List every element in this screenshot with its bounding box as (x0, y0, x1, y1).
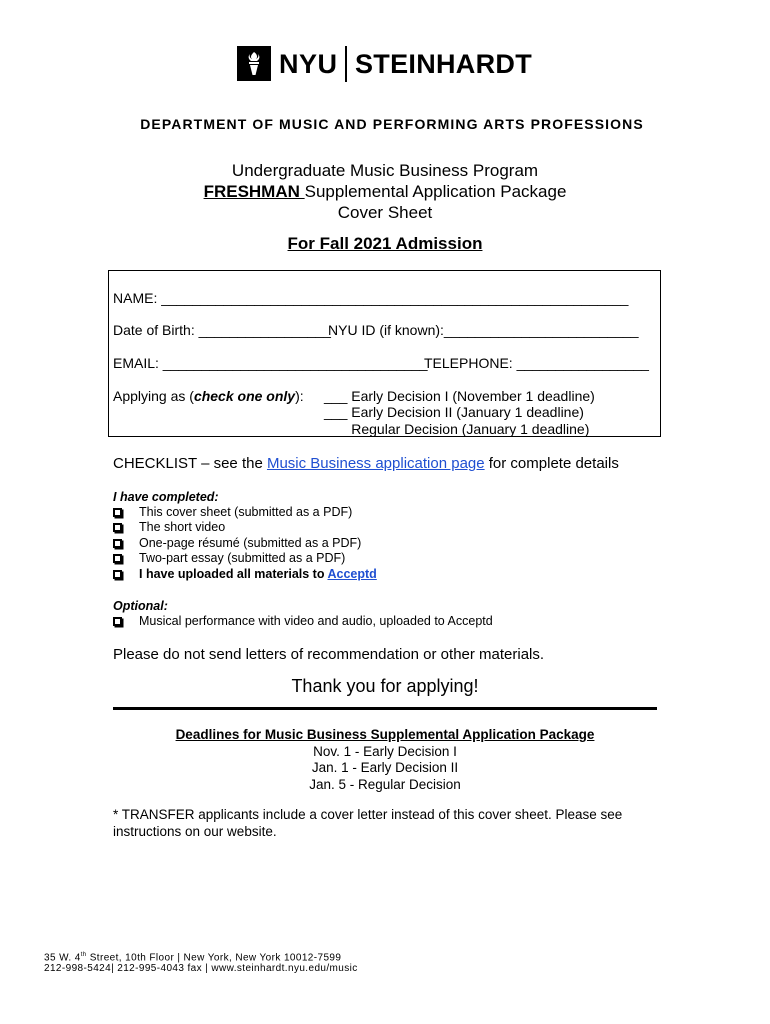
deadline-item: Jan. 1 - Early Decision II (311, 760, 459, 775)
telephone-field[interactable]: TELEPHONE: _________________ (424, 355, 649, 371)
package-title-rest: Supplemental Application Package (304, 182, 567, 201)
torch-icon (237, 46, 271, 81)
checklist-item-label: The short video (139, 520, 226, 534)
optional-item (113, 614, 493, 630)
applying-prefix: Applying as ( (113, 388, 194, 404)
optional-item-label: Musical performance with video and audio, uploaded to Acceptd (139, 614, 493, 628)
dob-field[interactable]: Date of Birth: _________________ (113, 322, 331, 338)
checklist-item-label: One-page résumé (submitted as a PDF) (139, 536, 362, 550)
acceptd-link[interactable]: Acceptd (327, 567, 377, 581)
name-field[interactable]: NAME: ____________________________________________________________ (113, 290, 629, 306)
deadlines-heading: Deadlines for Music Business Supplemental Application Package (175, 727, 595, 742)
option-early-decision-2[interactable]: ___ Early Decision II (January 1 deadline) (324, 404, 584, 420)
freshman-emphasis: FRESHMAN (203, 182, 305, 201)
deadline-item: Nov. 1 - Early Decision I (313, 744, 457, 759)
checklist-item (113, 536, 361, 552)
transfer-note-line: * TRANSFER applicants include a cover letter instead of this cover sheet. Please see (113, 807, 623, 822)
checkbox-icon[interactable] (113, 570, 122, 579)
logo-nyu-text: NYU (279, 49, 338, 79)
checklist-item-label: I have uploaded all materials to (139, 567, 328, 581)
checkbox-icon[interactable] (113, 617, 122, 626)
completed-label: I have completed: (113, 490, 219, 504)
checkbox-icon[interactable] (113, 508, 122, 517)
applying-suffix: ): (295, 388, 304, 404)
nyu-id-field[interactable]: NYU ID (if known):_________________________ (328, 322, 639, 338)
checkbox-icon[interactable] (113, 539, 122, 548)
thank-you-message: Thank you for applying! (291, 676, 479, 696)
application-page-link[interactable]: Music Business application page (266, 455, 485, 472)
address-pre: 35 W. 4 (44, 952, 81, 964)
transfer-note-line: instructions on our website. (113, 824, 277, 839)
logo-divider (345, 46, 347, 82)
logo-school-text: STEINHARDT (355, 49, 532, 79)
option-regular-decision[interactable]: ___ Regular Decision (January 1 deadline) (324, 421, 590, 437)
checklist-item (113, 520, 225, 536)
applying-as-label (113, 388, 304, 404)
recommendation-notice: Please do not send letters of recommendation or other materials. (113, 646, 545, 663)
checklist-item (113, 551, 345, 567)
checklist-item (113, 505, 352, 521)
cover-sheet-title: Cover Sheet (337, 203, 433, 222)
footer-contact: 212-998-5424| 212-995-4043 fax | www.steinhardt.nyu.edu/music (44, 963, 358, 974)
checklist-item-label: This cover sheet (submitted as a PDF) (139, 505, 353, 519)
email-field[interactable]: EMAIL: __________________________________ (113, 355, 428, 371)
check-one-only: check one only (193, 388, 296, 404)
address-sup: th (80, 952, 87, 958)
admission-term: For Fall 2021 Admission (287, 234, 483, 253)
deadline-item: Jan. 5 - Regular Decision (309, 777, 461, 792)
checklist-suffix: for complete details (484, 455, 619, 472)
address-post: Street, 10th Floor | New York, New York 10012-7599 (86, 952, 342, 964)
package-title (0, 181, 770, 202)
checkbox-icon[interactable] (113, 523, 122, 532)
transfer-note (113, 806, 622, 840)
program-title: Undergraduate Music Business Program (231, 161, 539, 180)
section-divider (113, 707, 657, 710)
checklist-item-upload (113, 567, 377, 583)
optional-label: Optional: (113, 599, 168, 613)
checklist-item-label: Two-part essay (submitted as a PDF) (139, 551, 346, 565)
department-heading: DEPARTMENT OF MUSIC AND PERFORMING ARTS PROFESSIONS (140, 116, 644, 132)
checkbox-icon[interactable] (113, 554, 122, 563)
option-early-decision-1[interactable]: ___ Early Decision I (November 1 deadline) (324, 388, 595, 404)
checklist-heading (113, 455, 619, 472)
checklist-prefix: CHECKLIST – see the (113, 455, 267, 472)
